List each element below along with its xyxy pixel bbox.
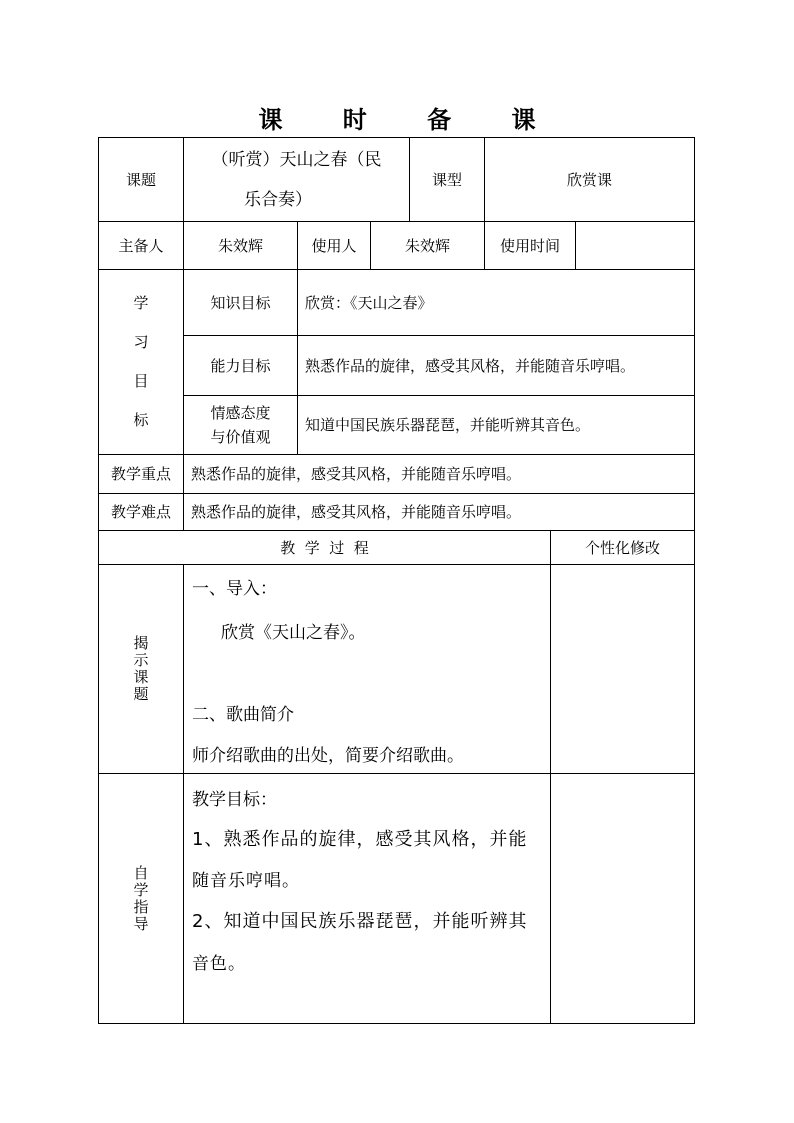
- user-value: 朱效辉: [404, 236, 450, 255]
- objectives-label-char: 标: [133, 411, 149, 429]
- section2-line3: 随音乐哼唱。: [192, 871, 300, 891]
- knowledge-value: 欣赏：《天山之春》: [305, 293, 433, 312]
- section1-line2: 欣赏《天山之春》。: [221, 623, 366, 643]
- type-value: 欣赏课: [566, 170, 612, 189]
- emotion-value: 知道中国民族乐器琵琶，并能听辨其音色。: [305, 416, 591, 434]
- topic-value-line1: （听赏）天山之春（民: [211, 149, 382, 170]
- section2-line4: 2、知道中国民族乐器琵琶，并能听辨其: [192, 911, 528, 932]
- emotion-label: [184, 396, 297, 454]
- section2-label-char: 导: [133, 914, 149, 933]
- knowledge-label: 知识目标: [210, 293, 271, 312]
- preparer-label: 主备人: [118, 236, 164, 255]
- preparer-value: 朱效辉: [217, 236, 263, 255]
- topic-value: [184, 138, 409, 221]
- section1-label: [99, 565, 183, 773]
- section2-label-char: 自: [133, 863, 149, 882]
- type-label: 课型: [431, 170, 462, 189]
- section1-line1: 一、导入：: [192, 579, 277, 599]
- section2-line2: 1、熟悉作品的旋律，感受其风格，并能: [192, 829, 528, 850]
- section1-line4: 师介绍歌曲的出处，简要介绍歌曲。: [192, 746, 464, 766]
- page-title: 课 时 备 课: [258, 105, 562, 134]
- section2-label: [99, 774, 183, 1023]
- difficulty-label: 教学难点: [110, 503, 171, 521]
- section1-label-char: 揭: [133, 634, 149, 652]
- emotion-label-line2: 与价值观: [210, 428, 271, 446]
- objectives-section-label: [99, 270, 183, 454]
- objectives-label-char: 学: [133, 294, 149, 312]
- emotion-label-line1: 情感态度: [210, 404, 271, 422]
- objectives-label-char: 习: [133, 333, 149, 351]
- section2-label-char: 学: [133, 880, 149, 899]
- section2-line5: 音色。: [192, 954, 246, 974]
- section1-label-char: 课: [133, 668, 149, 686]
- section1-label-char: 示: [133, 651, 149, 669]
- use-time-value: [576, 222, 694, 269]
- key-point-label: 教学重点: [110, 465, 171, 483]
- process-header: 教 学 过 程: [280, 538, 369, 557]
- ability-value: 熟悉作品的旋律，感受其风格，并能随音乐哼唱。: [305, 356, 636, 375]
- user-label: 使用人: [311, 236, 357, 255]
- topic-value-line2: 乐合奏）: [244, 189, 312, 210]
- key-point-value: 熟悉作品的旋律，感受其风格，并能随音乐哼唱。: [191, 465, 522, 483]
- topic-label: 课题: [125, 170, 156, 189]
- section1-line3: 二、歌曲简介: [192, 705, 294, 725]
- section2-line1: 教学目标：: [192, 790, 277, 810]
- objectives-label-char: 目: [133, 372, 149, 390]
- personal-edit-header: 个性化修改: [584, 538, 660, 557]
- difficulty-value: 熟悉作品的旋律，感受其风格，并能随音乐哼唱。: [191, 503, 522, 521]
- use-time-label: 使用时间: [499, 236, 560, 255]
- section1-label-char: 题: [133, 685, 149, 703]
- section2-label-char: 指: [133, 897, 149, 916]
- ability-label: 能力目标: [210, 356, 271, 375]
